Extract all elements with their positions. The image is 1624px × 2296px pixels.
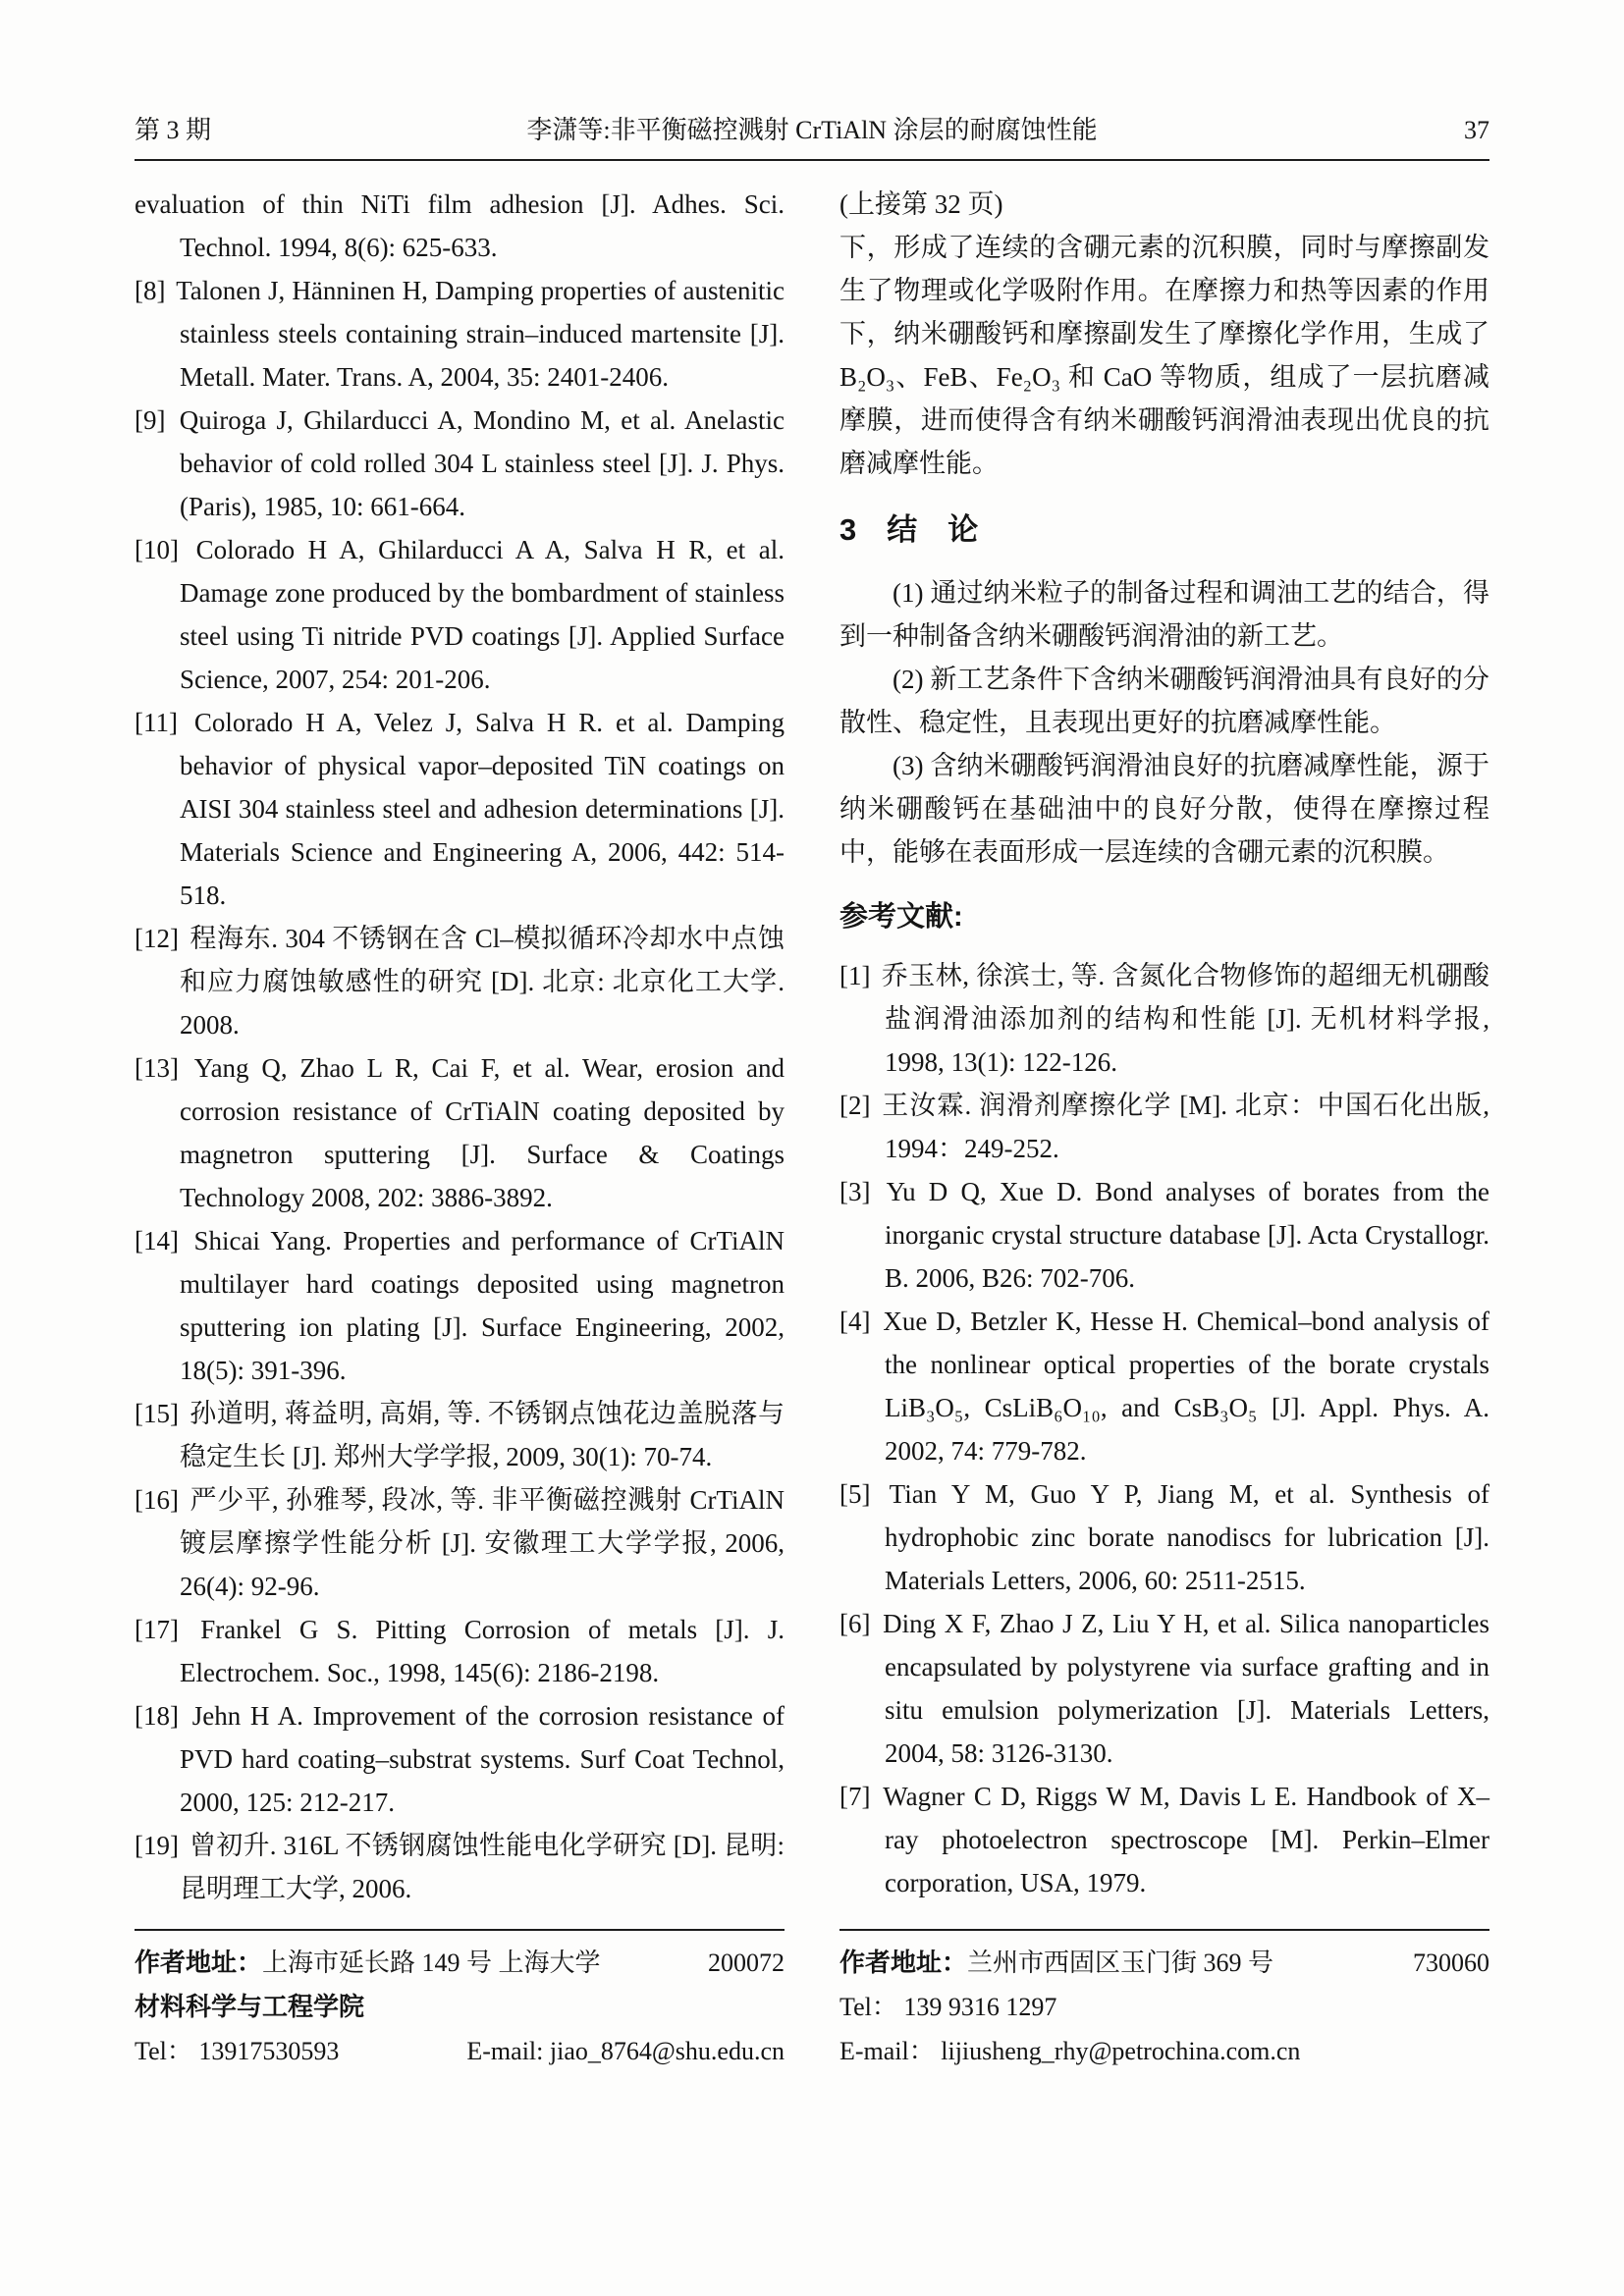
address-value: 兰州市西固区玉门街 369 号 [967,1949,1274,1977]
reference-label: [18] [135,1701,179,1731]
reference-text: Colorado H A, Ghilarducci A A, Salva H R, et al. Damage zone produced by the bombardment of stainless steel using Ti nitride PVD coatings [J]. Applied Surface Science, 2007, 254: 201-206. [180,535,785,694]
address-value: 上海市延长路 149 号 上海大学 [262,1949,601,1977]
conclusion-item: (1) 通过纳米粒子的制备过程和调油工艺的结合，得到一种制备含纳米硼酸钙润滑油的新工艺。 [839,578,1489,651]
reference-label: [8] [135,276,166,305]
reference-text: Shicai Yang. Properties and performance of CrTiAlN multilayer hard coatings deposited using magnetron sputtering ion plating [J]. Surface Engineering, 2002, 18(5): 391-396. [180,1226,785,1385]
reference-item [839,1472,1489,1602]
footer-divider [135,1929,785,1931]
postal-code: 730060 [1413,1949,1489,1977]
body-paragraph: 下，形成了连续的含硼元素的沉积膜，同时与摩擦副发生了物理或化学吸附作用。在摩擦力和热等因素的作用下，纳米硼酸钙和摩擦副发生了摩擦化学作用，生成了 B₂O₃、FeB、Fe₂O₃ 和 CaO 等物质，组成了一层抗磨减摩膜，进而使得含有纳米硼酸钙润滑油表现出优良的抗磨减摩性能。 [839,233,1489,478]
reference-label: [7] [839,1782,871,1811]
reference-item [135,528,785,701]
reference-text: Yu D Q, Xue D. Bond analyses of borates from the inorganic crystal structure database [J]. Acta Crystallogr. B. 2006, B26: 702-706. [885,1177,1490,1293]
reference-label: [16] [135,1485,179,1515]
reference-text: Tian Y M, Guo Y P, Jiang M, et al. Synthesis of hydrophobic zinc borate nanodiscs for lubrication [J]. Materials Letters, 2006, 60: 2511-2515. [885,1479,1490,1595]
header-divider [135,159,1489,161]
reference-label: [12] [135,924,179,953]
page-number: 37 [1464,116,1489,144]
reference-label: [13] [135,1053,179,1083]
reference-label: [1] [839,961,871,990]
reference-item [135,1824,785,1910]
reference-label: [14] [135,1226,179,1255]
address-label: 作者地址： [839,1948,968,1977]
reference-item [839,1775,1489,1904]
reference-label: [5] [839,1479,871,1509]
reference-text: 程海东. 304 不锈钢在含 Cl–模拟循环冷却水中点蚀和应力腐蚀敏感性的研究 [D]. 北京: 北京化工大学. 2008. [180,924,785,1040]
left-author-footer [135,1919,785,2073]
address-label: 作者地址： [135,1948,263,1977]
reference-text: 王汝霖. 润滑剂摩擦化学 [M]. 北京：中国石化出版, 1994：249-252. [882,1091,1489,1163]
reference-item [839,954,1489,1084]
reference-label: [19] [135,1831,179,1860]
reference-text: 严少平, 孙雅琴, 段冰, 等. 非平衡磁控溅射 CrTiAlN 镀层摩擦学性能分析 [J]. 安徽理工大学学报, 2006, 26(4): 92-96. [180,1485,785,1601]
reference-text: Wagner C D, Riggs W M, Davis L E. Handbook of X–ray photoelectron spectroscope [M]. Perkin–Elmer corporation, USA, 1979. [883,1782,1489,1897]
reference-item [135,1046,785,1219]
reference-continuation: evaluation of thin NiTi film adhesion [J]. Adhes. Sci. Technol. 1994, 8(6): 625-633. [135,189,785,262]
reference-text: 乔玉林, 徐滨士, 等. 含氮化合物修饰的超细无机硼酸盐润滑油添加剂的结构和性能 [J]. 无机材料学报, 1998, 13(1): 122-126. [881,961,1490,1077]
author-address [135,1941,601,1985]
reference-text: 孙道明, 蒋益明, 高娟, 等. 不锈钢点蚀花边盖脱落与稳定生长 [J]. 郑州大学学报, 2009, 30(1): 70-74. [180,1399,785,1471]
references-heading: 参考文献: [839,901,963,933]
reference-label: [2] [839,1091,871,1120]
reference-item [839,1170,1489,1300]
continued-from-note: (上接第 32 页) [839,189,1003,219]
reference-text: Yang Q, Zhao L R, Cai F, et al. Wear, erosion and corrosion resistance of CrTiAlN coating deposited by magnetron sputtering [J]. Surface & Coatings Technology 2008, 202: 3886-3892. [180,1053,785,1212]
contact-line [135,2029,785,2073]
reference-text: Frankel G S. Pitting Corrosion of metals [J]. J. Electrochem. Soc., 1998, 145(6): 2186-2198. [180,1615,785,1687]
author-address-line [839,1941,1489,1985]
reference-label: [15] [135,1399,179,1428]
department: 材料科学与工程学院 [135,1992,365,2021]
reference-item [135,1219,785,1392]
reference-label: [11] [135,708,178,737]
conclusion-item: (2) 新工艺条件下含纳米硼酸钙润滑油具有良好的分散性、稳定性，且表现出更好的抗磨减摩性能。 [839,665,1489,737]
right-column [839,183,1489,2073]
author-address [839,1941,1273,1985]
reference-text: Xue D, Betzler K, Hesse H. Chemical–bond analysis of the nonlinear optical properties of the borate crystals LiB₃O₅, CsLiB₆O₁₀, and CsB₃O₅ [J]. Appl. Phys. A. 2002, 74: 779-782. [883,1307,1490,1466]
reference-text: Quiroga J, Ghilarducci A, Mondino M, et al. Anelastic behavior of cold rolled 304 L stainless steel [J]. J. Phys. (Paris), 1985, 10: 661-664. [179,405,785,521]
tel: Tel： 139 9316 1297 [839,1993,1057,2021]
email: E-mail： lijiusheng_rhy@petrochina.com.cn [839,2037,1301,2065]
reference-item [839,1300,1489,1472]
reference-label: [3] [839,1177,871,1206]
tel: Tel： 13917530593 [135,2037,340,2065]
reference-item [135,1478,785,1608]
reference-item [135,269,785,399]
reference-label: [4] [839,1307,871,1336]
reference-text: Colorado H A, Velez J, Salva H R. et al. Damping behavior of physical vapor–deposited TiN coatings on AISI 304 stainless steel and adhesion determinations [J]. Materials Science and Engineering A, 2006, 442: 514-518. [180,708,785,910]
reference-label: [9] [135,405,166,435]
reference-text: 曾初升. 316L 不锈钢腐蚀性能电化学研究 [D]. 昆明: 昆明理工大学, 2006. [180,1831,785,1903]
left-column [135,183,785,2073]
reference-item [839,1602,1489,1775]
reference-item [135,399,785,528]
running-title: 李潇等:非平衡磁控溅射 CrTiAlN 涂层的耐腐蚀性能 [526,116,1098,144]
reference-text: Jehn H A. Improvement of the corrosion resistance of PVD hard coating–substrat systems. Surf Coat Technol, 2000, 125: 212-217. [180,1701,785,1817]
reference-label: [10] [135,535,179,564]
reference-item [135,701,785,917]
right-author-footer [839,1919,1489,2073]
reference-item [135,917,785,1046]
page-header [135,114,1489,147]
reference-text: Talonen J, Hänninen H, Damping properties of austenitic stainless steels containing strain–induced martensite [J]. Metall. Mater. Trans. A, 2004, 35: 2401-2406. [176,276,785,392]
reference-label: [17] [135,1615,179,1644]
page-content [135,183,1489,2073]
reference-text: Ding X F, Zhao J Z, Liu Y H, et al. Silica nanoparticles encapsulated by polystyrene via surface grafting and in situ emulsion polymerization [J]. Materials Letters, 2004, 58: 3126-3130. [883,1609,1490,1768]
reference-item [135,1392,785,1478]
reference-label: [6] [839,1609,871,1638]
author-address-line [135,1941,785,1985]
email: E-mail: jiao_8764@shu.edu.cn [466,2037,785,2065]
footer-divider [839,1929,1489,1931]
reference-item [135,1608,785,1694]
conclusion-heading: 3 结 论 [839,512,979,547]
reference-item [839,1084,1489,1170]
reference-item [135,1694,785,1824]
conclusion-item: (3) 含纳米硼酸钙润滑油良好的抗磨减摩性能，源于纳米硼酸钙在基础油中的良好分散，使得在摩擦过程中，能够在表面形成一层连续的含硼元素的沉积膜。 [839,751,1489,867]
postal-code: 200072 [708,1949,785,1977]
issue-number: 第 3 期 [135,116,212,144]
